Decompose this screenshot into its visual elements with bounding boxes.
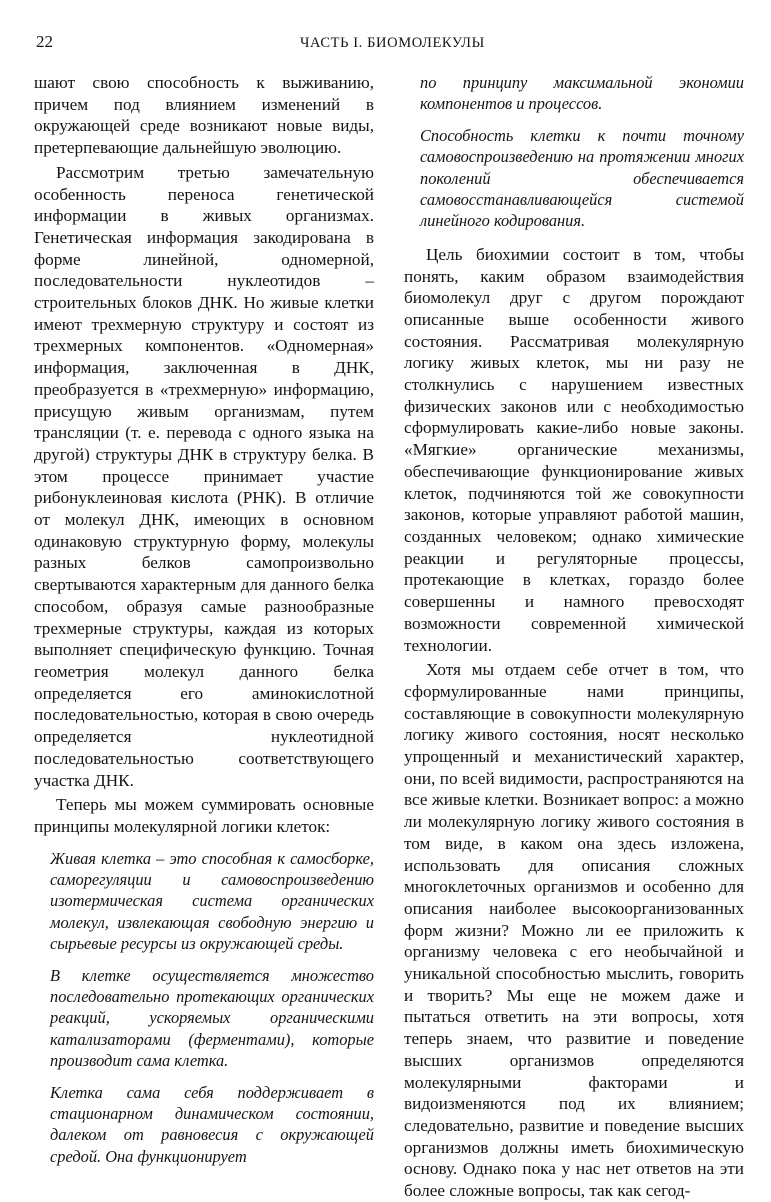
principle-steady-state-continued: по принципу максимальной экономии компонентов и процессов.	[420, 73, 744, 114]
principle-self-replication: Способность клетки к почти точному самовоспроизведению на протяжении многих поколений обеспечивается самовосстанавливающейся системой линейного кодирования.	[420, 125, 744, 231]
paragraph-biochemistry-goal: Цель биохимии состоит в том, чтобы понять, каким образом взаимодействия биомолекул друг с другом порождают описанные выше особенности живого состояния. Рассматривая молекулярную логику живых клеток, мы ни разу не столкнулись с нарушением известных физических законов или с необходимостью сформулировать какие-либо новые законы. «Мягкие» органические механизмы, обеспечивающие функционирование живых клеток, подчиняются той же совокупности законов, которые управляют работой машин, созданных человеком; однако химические реакции и регуляторные процессы, протекающие в клетках, гораздо более совершенны и намного превосходят возможности современной химической технологии.	[404, 244, 744, 655]
principle-steady-state: Клетка сама себя поддерживает в стационарном динамическом состоянии, далеком от равновесия с окружающей средой. Она функционирует	[50, 1082, 374, 1166]
principle-reactions: В клетке осуществляется множество последовательно протекающих органических реакций, ускоряемых органическими катализаторами (ферментами), которые производит сама клетка.	[50, 965, 374, 1071]
paragraph-continued: шают свою способность к выживанию, причем под влиянием изменений в окружающей среде возникают новые виды, претерпевающие дальнейшую эволюцию.	[34, 73, 374, 158]
page-number: 22	[36, 32, 53, 51]
paragraph-genetic-information: Рассмотрим третью замечательную особенность переноса генетической информации в живых организмах. Генетическая информация закодирована в форме линейной, одномерной, последовательности нуклеотидов – строительных блоков ДНК. Но живые клетки имеют трехмерную структуру и состоят из трехмерных компонентов. «Одномерная» информация, заключенная в ДНК, преобразуется в «трехмерную» информацию, присущую живым организмам, путем трансляции (т. е. перевода с одного языка на другой) структуры ДНК в структуру белка. В этом процессе принимает участие рибонуклеиновая кислота (РНК). В отличие от молекул ДНК, имеющих в основном одинаковую структурную форму, молекулы разных белков самопроизвольно свертываются характерным для данного белка способом, образуя самые разнообразные трехмерные структуры, каждая из которых выполняет специфическую функцию. Точная геометрия молекул данного белка определяется его аминокислотной последовательностью, которая в свою очередь определяется нуклеотидной последовательностью соответствующего участка ДНК.	[34, 162, 374, 790]
right-column	[404, 72, 744, 1202]
paragraph-principles-intro: Теперь мы можем суммировать основные принципы молекулярной логики клеток:	[34, 795, 374, 836]
left-column	[34, 72, 374, 1167]
running-head: ЧАСТЬ I. БИОМОЛЕКУЛЫ	[300, 35, 485, 51]
paragraph-higher-organisms: Хотя мы отдаем себе отчет в том, что сформулированные нами принципы, составляющие в совокупности молекулярную логику живого состояния, носят несколько упрощенный и механистический характер, они, по всей видимости, распространяются на все живые клетки. Возникает вопрос: а можно ли молекулярную логику живого состояния в том виде, в каком она здесь изложена, использовать для описания сложных многоклеточных организмов и особенно для описания наиболее высокоорганизованных форм жизни? Можно ли ее приложить к организму человека с его необычайной и уникальной способностью мыслить, говорить и творить? Мы еще не можем даже и пытаться ответить на эти вопросы, хотя теперь знаем, что развитие и поведение высших организмов определяются молекулярными факторами и видоизменяются под их влиянием; следовательно, развитие и поведение высших организмов должны иметь биохимическую основу. Однако пока у нас нет ответов на эти более сложные вопросы, так как сегод-	[404, 660, 744, 1201]
principle-living-cell: Живая клетка – это способная к самосборке, саморегуляции и самовоспроизведению изотермическая система органических молекул, извлекающая свободную энергию и сырьевые ресурсы из окружающей среды.	[50, 848, 374, 954]
